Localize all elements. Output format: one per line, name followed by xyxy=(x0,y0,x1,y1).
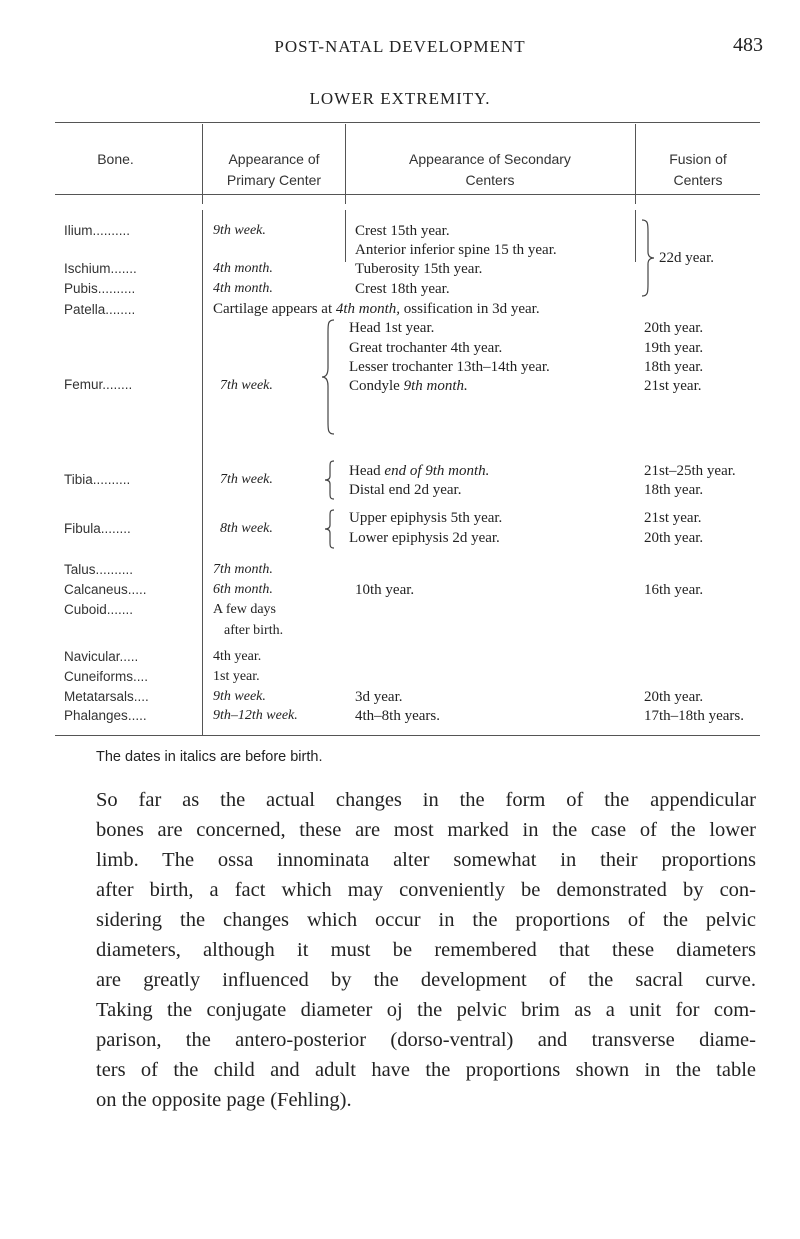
primary-metatarsals: 9th week. xyxy=(213,689,266,704)
bone-pubis: Pubis.......... xyxy=(64,281,136,296)
paragraph-line: on the opposite page (Fehling). xyxy=(96,1089,352,1111)
femur-brace xyxy=(320,318,336,436)
fusion-tibia-distal: 18th year. xyxy=(644,482,704,498)
header-secondary xyxy=(346,149,634,191)
col-divider-3-body xyxy=(635,210,636,262)
bone-metatarsals: Metatarsals.... xyxy=(64,689,149,704)
body-paragraph xyxy=(96,785,756,1115)
secondary-fibula-lower: Lower epiphysis 2d year. xyxy=(349,530,500,546)
fusion-femur-great-trochanter: 19th year. xyxy=(644,340,704,356)
paragraph-line: after birth, a fact which may conveniently be demonstrated by con- xyxy=(96,879,756,901)
primary-ilium: 9th week. xyxy=(213,223,266,238)
header-primary-line1: Appearance of xyxy=(228,151,320,167)
fusion-femur-lesser-trochanter: 18th year. xyxy=(644,359,704,375)
secondary-ilium-spine: Anterior inferior spine 15 th year. xyxy=(355,242,557,258)
fibula-brace xyxy=(320,508,336,550)
bone-ischium: Ischium....... xyxy=(64,261,137,276)
pelvis-fusion-brace xyxy=(640,218,656,298)
tibia-brace xyxy=(320,459,336,501)
paragraph-line: diameters, although it must be remembered that these diameters xyxy=(96,939,756,961)
header-fusion-line2: Centers xyxy=(673,172,723,188)
bone-tibia: Tibia.......... xyxy=(64,472,131,487)
bone-cuneiforms: Cuneiforms.... xyxy=(64,669,149,684)
paragraph-line: sidering the changes which occur in the proportions of the pelvic xyxy=(96,909,756,931)
bone-ilium: Ilium.......... xyxy=(64,223,131,238)
fusion-fibula-lower: 20th year. xyxy=(644,530,704,546)
primary-fibula: 8th week. xyxy=(220,521,273,536)
table-title: LOWER EXTREMITY. xyxy=(309,89,491,108)
primary-cuboid-1: A few days xyxy=(213,602,276,617)
secondary-femur-lesser-trochanter: Lesser trochanter 13th–14th year. xyxy=(349,359,550,375)
secondary-femur-head: Head 1st year. xyxy=(349,320,435,336)
secondary-femur-condyle: Condyle 9th month. xyxy=(349,378,468,394)
fusion-phalanges: 17th–18th years. xyxy=(644,708,744,724)
bone-fibula: Fibula........ xyxy=(64,521,131,536)
bone-talus: Talus.......... xyxy=(64,562,134,577)
secondary-tibia-head: Head end of 9th month. xyxy=(349,463,490,479)
bone-calcaneus: Calcaneus..... xyxy=(64,582,147,597)
fusion-calcaneus: 16th year. xyxy=(644,582,704,598)
secondary-ilium-crest: Crest 15th year. xyxy=(355,223,450,239)
bone-navicular: Navicular..... xyxy=(64,649,139,664)
primary-cuneiforms: 1st year. xyxy=(213,669,260,684)
header-fusion-line1: Fusion of xyxy=(669,151,727,167)
header-bone: Bone. xyxy=(97,151,134,167)
table-bottom-rule xyxy=(55,735,760,736)
primary-cuboid-2: after birth. xyxy=(224,623,284,638)
primary-ischium: 4th month. xyxy=(213,261,273,276)
paragraph-line: limb. The ossa innominata alter somewhat in their proportions xyxy=(96,849,756,871)
col-divider-1-body xyxy=(202,210,203,735)
paragraph-line: bones are concerned, these are most marked in the case of the lower xyxy=(96,819,756,841)
running-head-title: POST-NATAL DEVELOPMENT xyxy=(274,37,526,56)
bone-cuboid: Cuboid....... xyxy=(64,602,134,617)
secondary-pubis: Crest 18th year. xyxy=(355,281,450,297)
secondary-phalanges: 4th–8th years. xyxy=(355,708,440,724)
bone-phalanges: Phalanges..... xyxy=(64,708,147,723)
secondary-femur-great-trochanter: Great trochanter 4th year. xyxy=(349,340,503,356)
header-primary-line2: Primary Center xyxy=(226,172,322,188)
primary-calcaneus: 6th month. xyxy=(213,582,273,597)
secondary-calcaneus: 10th year. xyxy=(355,582,415,598)
secondary-fibula-upper: Upper epiphysis 5th year. xyxy=(349,510,503,526)
header-primary xyxy=(203,149,345,191)
primary-tibia: 7th week. xyxy=(220,472,273,487)
page-number: 483 xyxy=(733,34,763,56)
fusion-pelvis: 22d year. xyxy=(659,250,714,266)
col-divider-2-body xyxy=(345,210,346,262)
fusion-femur-condyle: 21st year. xyxy=(644,378,702,394)
fusion-metatarsals: 20th year. xyxy=(644,689,704,705)
secondary-metatarsals: 3d year. xyxy=(355,689,403,705)
paragraph-line: parison, the antero-posterior (dorso-ventral) and transverse diame- xyxy=(96,1029,756,1051)
header-fusion xyxy=(636,149,760,191)
primary-navicular: 4th year. xyxy=(213,649,262,664)
bone-femur: Femur........ xyxy=(64,377,133,392)
table-footnote: The dates in italics are before birth. xyxy=(96,749,323,765)
primary-pubis: 4th month. xyxy=(213,281,273,296)
primary-talus: 7th month. xyxy=(213,562,273,577)
primary-phalanges: 9th–12th week. xyxy=(213,708,298,723)
fusion-tibia-head: 21st–25th year. xyxy=(644,463,736,479)
patella-cartilage-text: Cartilage appears at 4th month, ossification in 3d year. xyxy=(213,301,540,317)
paragraph-line: are greatly influenced by the development of the sacral curve. xyxy=(96,969,756,991)
secondary-ischium: Tuberosity 15th year. xyxy=(355,261,483,277)
secondary-tibia-distal: Distal end 2d year. xyxy=(349,482,462,498)
fusion-fibula-upper: 21st year. xyxy=(644,510,702,526)
header-secondary-line2: Centers xyxy=(465,172,515,188)
paragraph-line: ters of the child and adult have the proportions shown in the table xyxy=(96,1059,756,1081)
header-bottom-rule xyxy=(55,194,760,195)
bone-patella: Patella........ xyxy=(64,302,136,317)
table-top-rule xyxy=(55,122,760,123)
header-secondary-line1: Appearance of Secondary xyxy=(409,151,571,167)
primary-femur: 7th week. xyxy=(220,378,273,393)
paragraph-line: So far as the actual changes in the form of the appendicular xyxy=(96,789,756,811)
fusion-femur-head: 20th year. xyxy=(644,320,704,336)
paragraph-line: Taking the conjugate diameter oj the pelvic brim as a unit for com- xyxy=(96,999,756,1021)
